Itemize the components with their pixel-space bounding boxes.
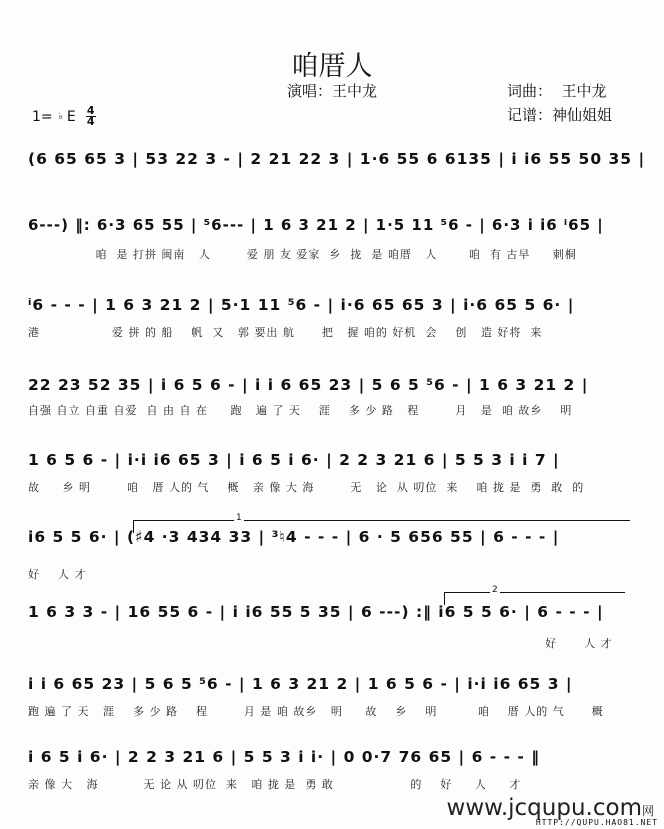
key-label: 1= [32, 108, 53, 125]
notes-line: 22 23 52 35 | i 6 5 6 - | i i 6 65 23 | 5 6 5 ⁵6 - | 1 6 3 21 2 | [28, 376, 589, 394]
notes-line: ⁱ6 - - - | 1 6 3 21 2 | 5·1 11 ⁵6 - | i·6 65 65 3 | i·6 65 5 6· | [28, 296, 575, 314]
volta-label: 2 [492, 585, 498, 595]
lyrics-line: 好 人 才 [28, 637, 613, 650]
key-note: E [66, 108, 76, 125]
volta-label: 1 [236, 513, 242, 523]
composer-credit: 词曲： 王中龙 [507, 82, 607, 100]
lyrics-line: 好 人 才 [28, 568, 87, 581]
notes-line: i i 6 65 23 | 5 6 5 ⁵6 - | 1 6 3 21 2 | 1 6 5 6 - | i·i i6 65 3 | [28, 675, 573, 693]
notes-line: i6 5 5 6· | (♯4 ·3 434 33 | ³♮4 - - - | 6 · 5 656 55 | 6 - - - | [28, 528, 560, 546]
notes-line: 6---) ‖: 6·3 65 55 | ⁵6--- | 1 6 3 21 2 | 1·5 11 ⁵6 - | 6·3 i i6 ⁱ65 | [28, 216, 604, 234]
lyrics-line: 自强 自立 自重 自爱 自 由 自 在 跑 遍 了 天 涯 多 少 路 程 月 是 咱 故乡 明 [28, 404, 573, 417]
notes-line: i 6 5 i 6· | 2 2 3 21 6 | 5 5 3 i i· | 0 0·7 76 65 | 6 - - - ‖ [28, 748, 541, 766]
notes-line: (6 65 65 3 | 53 22 3 - | 2 21 22 3 | 1·6 55 6 6135 | i i6 55 50 35 | [28, 150, 646, 168]
watermark-main: www.jcqupu.com [446, 795, 642, 821]
singer-credit: 演唱：王中龙 [287, 82, 378, 100]
flat-sign-icon: ♭ [58, 111, 63, 122]
time-signature [86, 106, 96, 127]
lyrics-line: 咱 是 打拼 闽南 人 爱 朋 友 爱家 乡 拢 是 咱厝 人 咱 有 古早 刺桐 [28, 248, 577, 261]
time-signature-bottom: 4 [86, 115, 95, 128]
lyrics-line: 亲 像 大 海 无 论 从 叨位 来 咱 拢 是 勇 敢 的 好 人 才 [28, 778, 522, 791]
notes-line: 1 6 3 3 - | 16 55 6 - | i i6 55 5 35 | 6 ---) :‖ i6 5 5 6· | 6 - - - | [28, 603, 604, 621]
watermark-suffix: 网 [641, 804, 654, 818]
lyrics-line: 港 爱 拼 的 船 帆 又 郭 要出 航 把 握 咱的 好机 会 创 造 好将 来 [28, 326, 543, 339]
time-signature-top: 4 [86, 104, 95, 117]
transcriber-credit: 记谱：神仙姐姐 [507, 106, 613, 124]
lyrics-line: 故 乡 明 咱 厝 人的 气 概 亲 像 大 海 无 论 从 叨位 来 咱 拢 是 勇 敢 的 [28, 481, 585, 494]
watermark-sub: HTTP://QUPU.HAO81.NET [535, 818, 658, 827]
key-signature [32, 106, 96, 127]
lyrics-line: 跑 遍 了 天 涯 多 少 路 程 月 是 咱 故乡 明 故 乡 明 咱 厝 人的 气 概 [28, 705, 604, 718]
notes-line: 1 6 5 6 - | i·i i6 65 3 | i 6 5 i 6· | 2 2 3 21 6 | 5 5 3 i i 7 | [28, 451, 560, 469]
page-title: 咱厝人 [291, 51, 373, 82]
